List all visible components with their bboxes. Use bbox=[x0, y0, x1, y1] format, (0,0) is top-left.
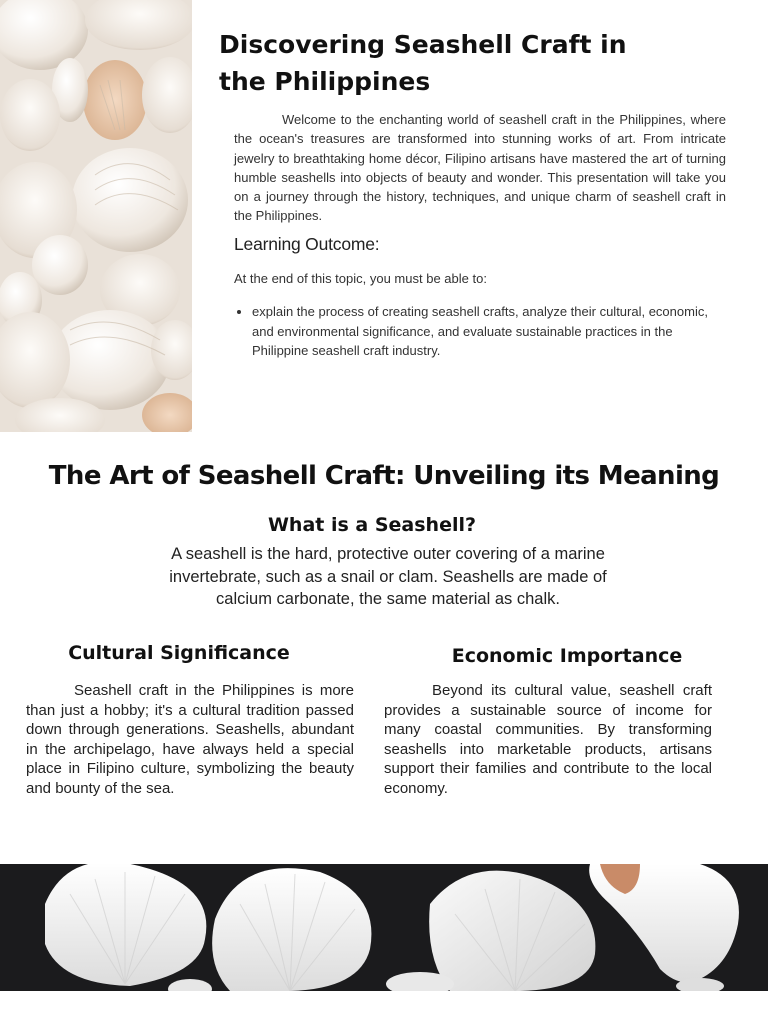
seashell-definition: A seashell is the hard, protective outer covering of a marine invertebrate, such as a snail or clam. Seashells are made of calcium carbonate, the same material as chalk. bbox=[169, 545, 607, 608]
learning-outcome-item: • explain the process of creating seashell crafts, analyze their cultural, economic, and environmental significance, and evaluate sustainable practices in the Philippine seashell craft industry. bbox=[252, 302, 722, 361]
learning-outcome-list bbox=[234, 302, 722, 361]
learning-outcome-lead: At the end of this topic, you must be able to: bbox=[234, 271, 487, 286]
seashell-subtitle: What is a Seashell? bbox=[267, 514, 477, 536]
cultural-significance-body: Seashell craft in the Philippines is more than just a hobby; it's a cultural tradition passed down through generations. Seashells, abundant in the archipelago, have always held a special place in Filipino culture, symbolizing the beauty and bounty of the sea. bbox=[26, 682, 354, 797]
economic-importance-heading: Economic Importance bbox=[451, 645, 683, 667]
seashell-hero-image bbox=[0, 0, 192, 432]
intro-paragraph: Welcome to the enchanting world of seashell craft in the Philippines, where the ocean's treasures are transformed into stunning works of art. From intricate jewelry to breathtaking home décor, Filipino artisans have mastered the art of turning humble seashells into objects of beauty and wonder. This presentation will take you on a journey through the history, techniques, and unique charm of seashell craft in the Philippines. bbox=[234, 112, 726, 224]
learning-outcome-heading: Learning Outcome: bbox=[234, 234, 380, 254]
scallop-shells-banner-image bbox=[0, 864, 768, 991]
section-title: The Art of Seashell Craft: Unveiling its Meaning bbox=[48, 461, 720, 491]
seashell-pile-illustration bbox=[0, 0, 192, 432]
page-title: Discovering Seashell Craft in the Philippines bbox=[219, 30, 627, 96]
scallop-shells-illustration bbox=[0, 864, 768, 991]
economic-importance-body: Beyond its cultural value, seashell craft provides a sustainable source of income for many coastal communities. By transforming seashells into marketable products, artisans support their families and contribute to the local economy. bbox=[384, 682, 712, 797]
cultural-significance-heading: Cultural Significance bbox=[68, 642, 290, 664]
